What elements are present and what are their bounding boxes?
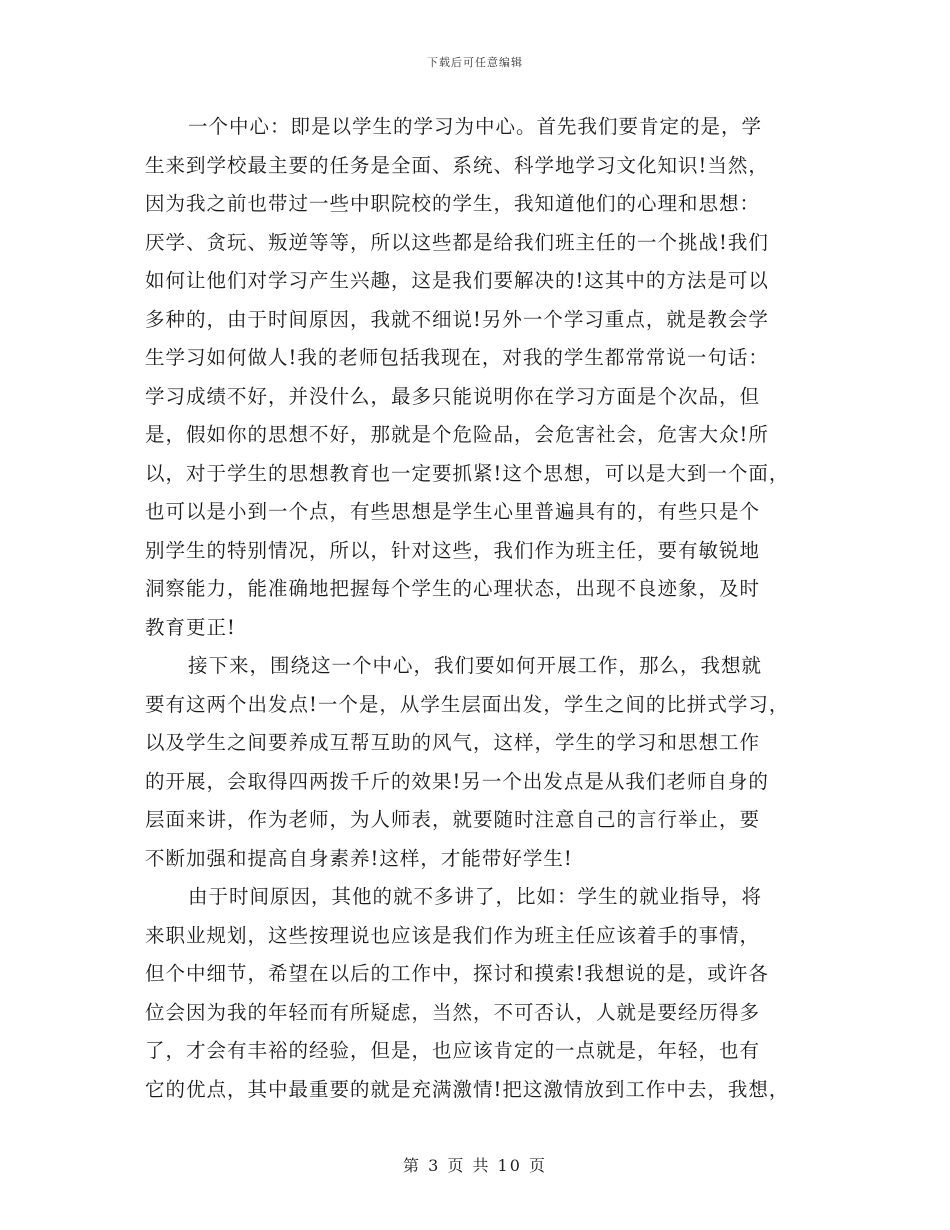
text-line: 厌学、贪玩、叛逆等等，所以这些都是给我们班主任的一个挑战!我们 xyxy=(145,230,769,254)
page-header: 下载后可任意编辑 xyxy=(427,56,523,69)
text-line: 因为我之前也带过一些中职院校的学生，我知道他们的心理和思想： xyxy=(145,192,761,215)
text-line: 位会因为我的年轻而有所疑虑，当然，不可否认，人就是要经历得多 xyxy=(145,1000,761,1024)
text-line: 生学习如何做人!我的老师包括我现在，对我的学生都常常说一句话： xyxy=(145,346,769,369)
text-line: 是，假如你的思想不好，那就是个危险品，会危害社会，危害大众!所 xyxy=(145,423,769,446)
paragraph-1 xyxy=(145,108,825,647)
page-number: 第 3 页 共 10 页 xyxy=(403,1156,547,1175)
paragraph-2 xyxy=(145,647,825,878)
document-body xyxy=(145,108,825,1109)
text-line: 一个中心：即是以学生的学习为中心。首先我们要肯定的是，学 xyxy=(188,115,763,138)
text-line: 如何让他们对学习产生兴趣，这是我们要解决的!这其中的方法是可以 xyxy=(145,269,769,292)
text-line: 要有这两个出发点!一个是，从学生层面出发，学生之间的比拼式学习， xyxy=(145,692,790,716)
text-line: 学习成绩不好，并没什么，最多只能说明你在学习方面是个次品，但 xyxy=(145,384,761,408)
text-line: 层面来讲，作为老师，为人师表，就要随时注意自己的言行举止，要 xyxy=(145,808,761,831)
text-line: 来职业规划，这些按理说也应该是我们作为班主任应该着手的事情， xyxy=(145,923,761,947)
text-line: 也可以是小到一个点，有些思想是学生心里普遍具有的，有些只是个 xyxy=(145,500,761,523)
text-line: 不断加强和提高自身素养!这样，才能带好学生! xyxy=(145,846,573,870)
paragraph-3 xyxy=(145,878,825,1109)
text-line: 以，对于学生的思想教育也一定要抓紧!这个思想，可以是大到一个面， xyxy=(145,461,790,485)
text-line: 别学生的特别情况，所以，针对这些，我们作为班主任，要有敏锐地 xyxy=(145,538,761,562)
text-line: 洞察能力，能准确地把握每个学生的心理状态，出现不良迹象，及时 xyxy=(145,577,761,600)
text-line: 了，才会有丰裕的经验，但是，也应该肯定的一点就是，年轻，也有 xyxy=(145,1039,761,1062)
text-line: 但个中细节，希望在以后的工作中，探讨和摸索!我想说的是，或许各 xyxy=(145,962,769,985)
text-line: 生来到学校最主要的任务是全面、系统、科学地学习文化知识!当然， xyxy=(145,153,769,177)
text-line: 以及学生之间要养成互帮互助的风气，这样，学生的学习和思想工作 xyxy=(145,731,761,754)
text-line: 多种的，由于时间原因，我就不细说!另外一个学习重点，就是教会学 xyxy=(145,307,769,331)
text-line: 它的优点，其中最重要的就是充满激情!把这激情放到工作中去，我想， xyxy=(145,1077,790,1101)
text-line: 教育更正! xyxy=(145,615,236,639)
text-line: 的开展，会取得四两拨千斤的效果!另一个出发点是从我们老师自身的 xyxy=(145,769,769,793)
text-line: 接下来，围绕这一个中心，我们要如何开展工作，那么，我想就 xyxy=(188,654,763,677)
text-line: 由于时间原因，其他的就不多讲了，比如：学生的就业指导，将 xyxy=(188,885,763,908)
